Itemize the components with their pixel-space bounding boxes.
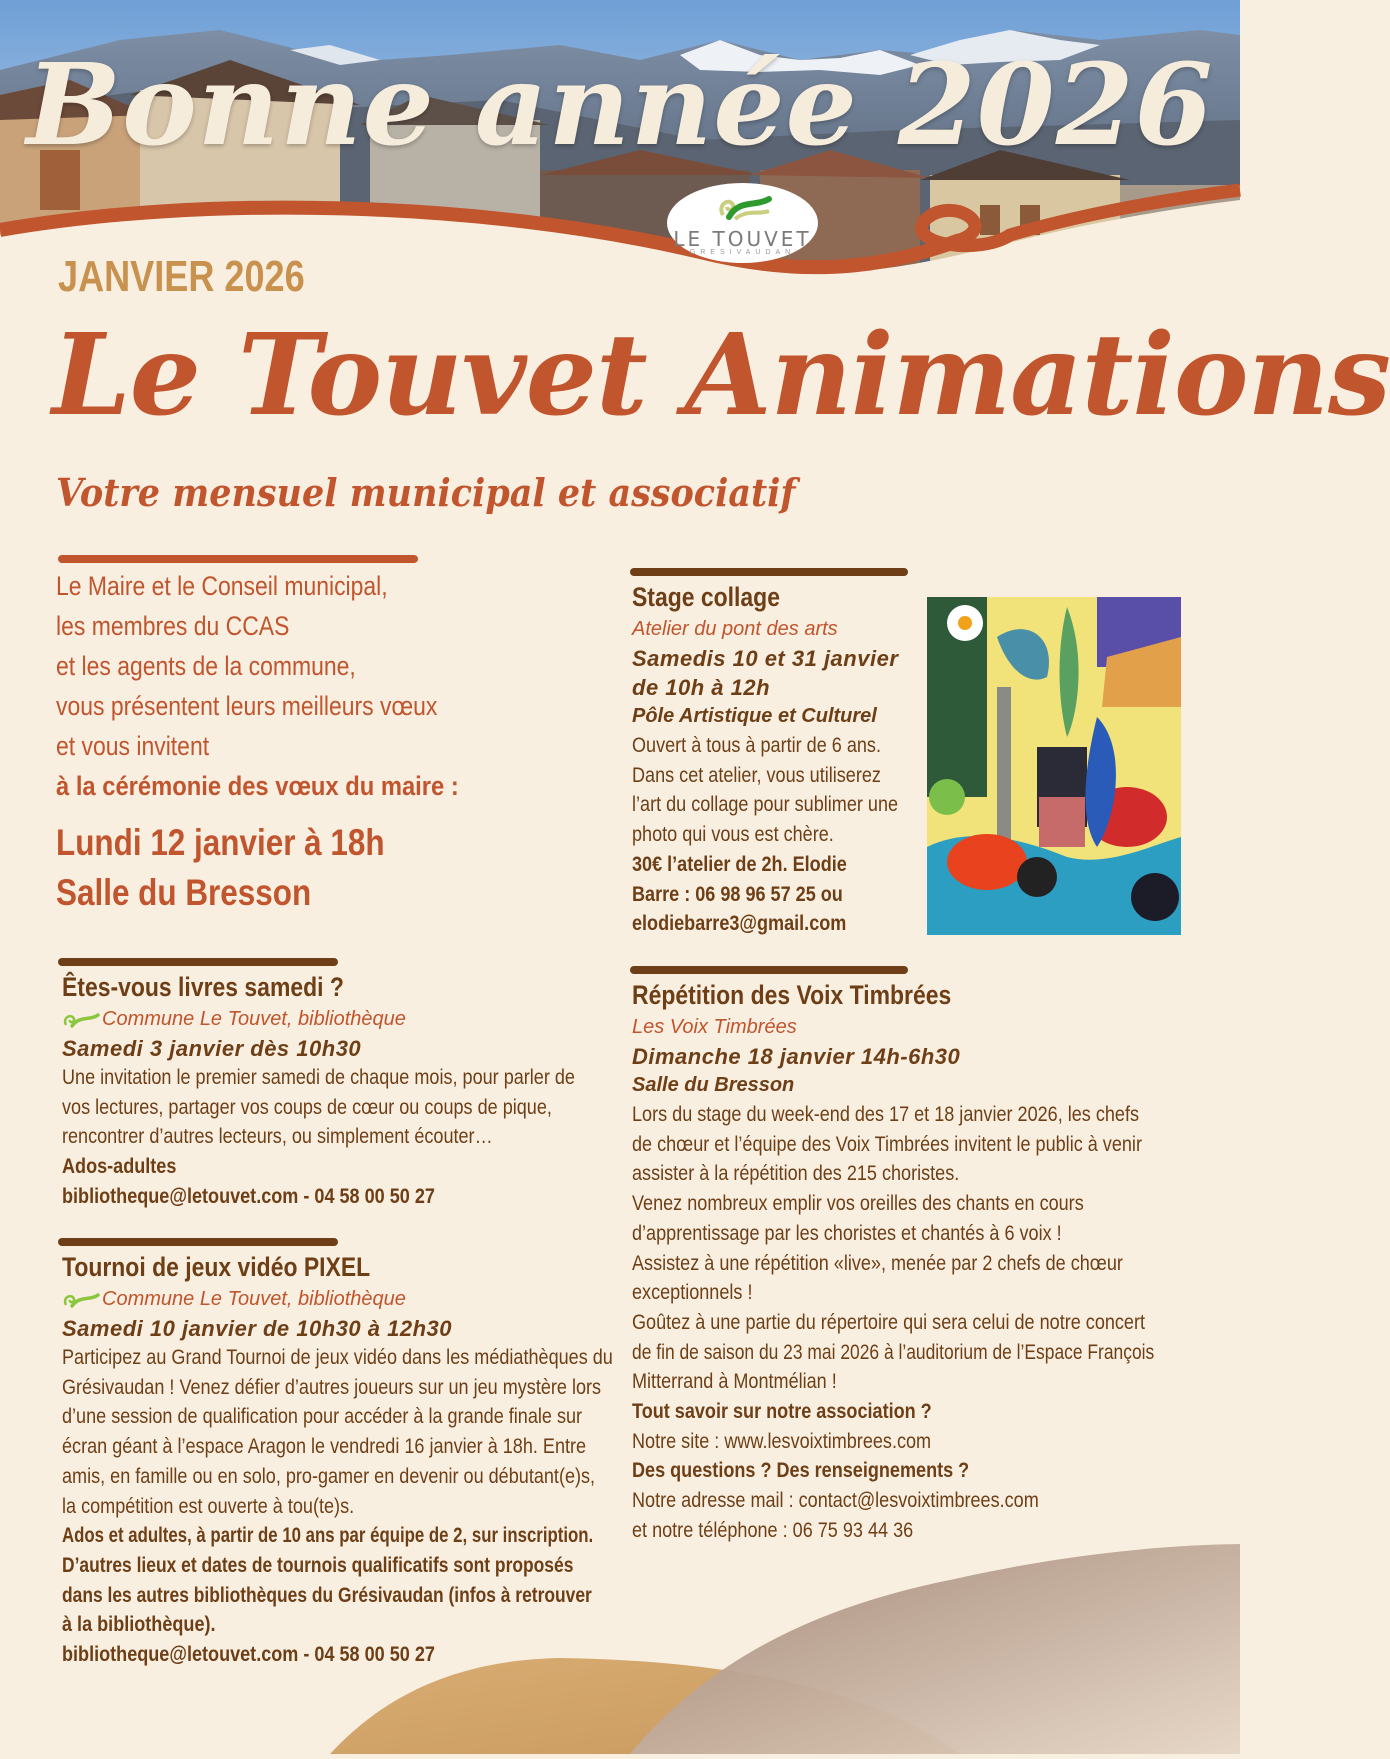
event-date: Samedi 3 janvier dès 10h30 (62, 1036, 362, 1061)
event-text: exceptionnels ! (632, 1281, 753, 1305)
section-divider (630, 966, 908, 974)
event-text: Participez au Grand Tournoi de jeux vidéo dans les médiathèques du (62, 1346, 613, 1369)
logo-leaf-icon (715, 193, 775, 223)
collage-artwork-image (927, 597, 1181, 935)
intro-line: et les agents de la commune, (56, 651, 356, 681)
section-divider (58, 958, 338, 966)
headline: Bonne année 2026 (26, 40, 1214, 171)
page-title: Le Touvet Animations (52, 310, 1390, 441)
event-text: Dans cet atelier, vous utiliserez (632, 763, 881, 787)
event-text: l’art du collage pour sublimer une (632, 793, 899, 817)
event-text: Lors du stage du week-end des 17 et 18 janvier 2026, les chefs (632, 1103, 1140, 1126)
event-place: Salle du Bresson (632, 1074, 795, 1096)
event-text: assister à la répétition des 215 choristes. (632, 1162, 960, 1186)
event-title: Répétition des Voix Timbrées (632, 980, 952, 1010)
event-bold-text: Ados et adultes, à partir de 10 ans par équipe de 2, sur inscription. (62, 1524, 594, 1548)
event-date: Samedis 10 et 31 janvier (632, 646, 899, 671)
event-date: de 10h à 12h (632, 675, 771, 700)
event-text: amis, en famille ou en solo, pro-gamer en devenir ou débutant(e)s, (62, 1464, 596, 1488)
event-title: Stage collage (632, 582, 780, 612)
event-organizer: Atelier du pont des arts (632, 618, 838, 640)
event-date: Dimanche 18 janvier 14h-6h30 (632, 1044, 961, 1069)
ceremony-place: Salle du Bresson (56, 872, 312, 913)
intro-line: et vous invitent (56, 731, 210, 761)
event-title: Êtes-vous livres samedi ? (62, 972, 344, 1002)
event-audience: Ados-adultes (62, 1155, 177, 1179)
event-contact[interactable]: bibliotheque@letouvet.com - 04 58 00 50 27 (62, 1184, 435, 1208)
event-text: Assistez à une répétition «live», menée par 2 chefs de chœur (632, 1251, 1123, 1275)
event-text: Goûtez à une partie du répertoire qui sera celui de notre concert (632, 1310, 1146, 1334)
event-organizer: Les Voix Timbrées (632, 1016, 797, 1038)
event-text: Venez nombreux emplir vos oreilles des chants en cours (632, 1192, 1084, 1216)
ceremony-date: Lundi 12 janvier à 18h (56, 822, 385, 863)
section-divider (630, 568, 908, 576)
intro-line: vous présentent leurs meilleurs vœux (56, 691, 438, 721)
event-title: Tournoi de jeux vidéo PIXEL (62, 1252, 371, 1282)
event-text: de chœur et l’équipe des Voix Timbrées invitent le public à venir (632, 1132, 1142, 1156)
decorative-bottom-shapes (0, 1500, 1240, 1754)
issue-month: JANVIER 2026 (58, 252, 305, 301)
event-text: de fin de saison du 23 mai 2026 à l’auditorium de l’Espace François (632, 1340, 1155, 1364)
event-bold-text: 30€ l’atelier de 2h. Elodie (632, 852, 847, 876)
page-subtitle: Votre mensuel municipal et associatif (56, 470, 796, 515)
event-livres-samedi (62, 970, 622, 1212)
event-contact[interactable]: bibliotheque@letouvet.com - 04 58 00 50 27 (62, 1643, 435, 1667)
event-text: rencontrer d’autres lecteurs, ou simplement écouter… (62, 1125, 493, 1149)
event-bold-text: à la bibliothèque). (62, 1613, 216, 1637)
event-text: d’apprentissage par les choristes et chantés à 6 voix ! (632, 1221, 1062, 1245)
event-text: Grésivaudan ! Venez défier d’autres joueurs sur un jeu mystère lors (62, 1375, 602, 1399)
event-text: la compétition est ouverte à tou(te)s. (62, 1494, 355, 1518)
commune-leaf-icon (62, 1011, 100, 1029)
event-text: Mitterrand à Montmélian ! (632, 1370, 837, 1394)
event-organizer-label: Commune Le Touvet, bibliothèque (102, 1008, 406, 1030)
event-text: photo qui vous est chère. (632, 823, 834, 847)
event-question: Des questions ? Des renseignements ? (632, 1459, 970, 1483)
intro-invite: à la cérémonie des vœux du maire : (56, 771, 459, 801)
event-voix-timbrees (632, 978, 1192, 1546)
event-organizer (62, 1004, 622, 1034)
le-touvet-logo (667, 183, 818, 263)
event-bold-text: Barre : 06 98 96 57 25 ou (632, 882, 843, 906)
event-organizer-label: Commune Le Touvet, bibliothèque (102, 1288, 406, 1310)
section-divider (58, 555, 418, 563)
intro-line: Le Maire et le Conseil municipal, (56, 571, 388, 601)
event-contact[interactable]: elodiebarre3@gmail.com (632, 912, 847, 936)
event-text: Une invitation le premier samedi de chaque mois, pour parler de (62, 1066, 575, 1089)
section-divider (58, 1238, 338, 1246)
event-text: vos lectures, partager vos coups de cœur ou coups de pique, (62, 1095, 552, 1119)
event-place: Pôle Artistique et Culturel (632, 705, 877, 727)
event-organizer (62, 1284, 622, 1314)
event-stage-collage (632, 580, 922, 939)
event-bold-text: D’autres lieux et dates de tournois qualificatifs sont proposés (62, 1553, 574, 1577)
event-email[interactable]: Notre adresse mail : contact@lesvoixtimbrees.com (632, 1489, 1039, 1513)
event-bold-text: dans les autres bibliothèques du Grésivaudan (infos à retrouver (62, 1583, 592, 1607)
commune-leaf-icon (62, 1291, 100, 1309)
event-text: d’une session de qualification pour accéder à la grande finale sur (62, 1405, 583, 1429)
event-text: écran géant à l’espace Aragon le vendredi 16 janvier à 18h. Entre (62, 1435, 587, 1459)
event-text: Ouvert à tous à partir de 6 ans. (632, 734, 881, 757)
logo-name: LE TOUVET (673, 227, 812, 251)
event-website[interactable]: Notre site : www.lesvoixtimbrees.com (632, 1429, 932, 1453)
event-date: Samedi 10 janvier de 10h30 à 12h30 (62, 1316, 453, 1341)
event-phone: et notre téléphone : 06 75 93 44 36 (632, 1518, 914, 1542)
logo-subtitle: GRESIVAUDAN (689, 249, 796, 256)
event-question: Tout savoir sur notre association ? (632, 1400, 932, 1424)
mayor-invitation (56, 566, 576, 918)
intro-line: les membres du CCAS (56, 611, 290, 641)
